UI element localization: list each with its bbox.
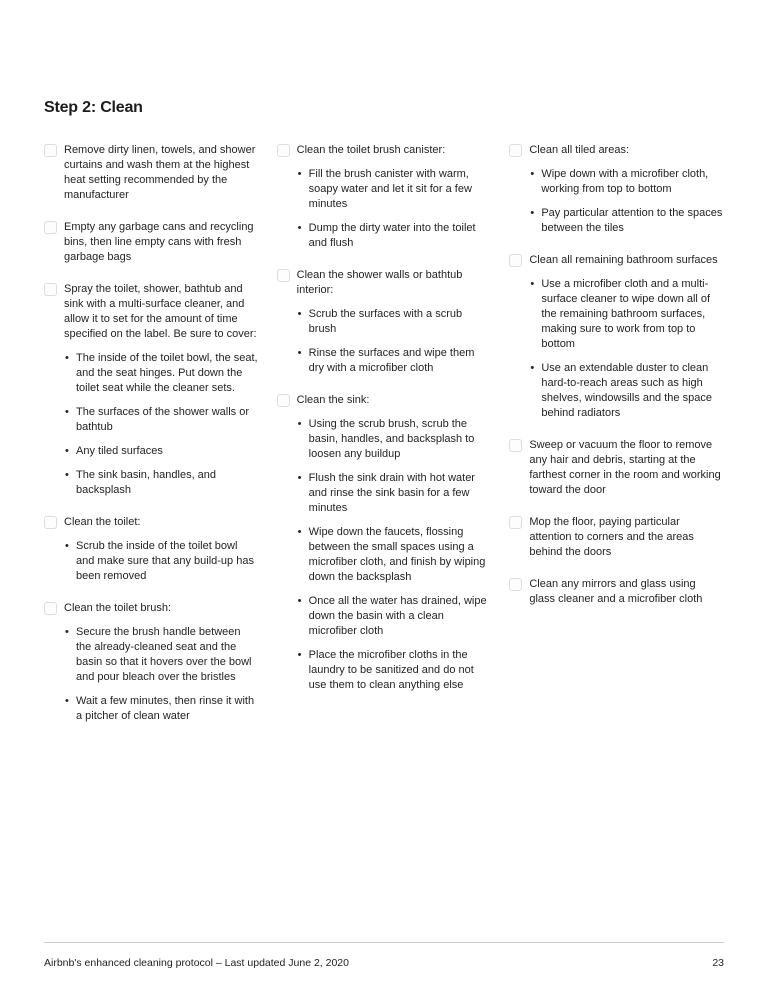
bullet-item: • Any tiled surfaces xyxy=(65,444,259,459)
checkbox[interactable] xyxy=(44,283,57,296)
footer-source-text: Airbnb's enhanced cleaning protocol – Last updated June 2, 2020 xyxy=(44,957,349,969)
bullet-item: • Place the microfiber cloths in the laundry to be sanitized and do not use them to clean anything else xyxy=(298,648,492,693)
checklist-item xyxy=(509,143,724,236)
checklist-columns xyxy=(44,143,724,741)
checklist-item-body xyxy=(64,282,259,498)
checklist-item xyxy=(509,438,724,498)
bullet-item: • The inside of the toilet bowl, the seat, and the seat hinges. Put down the toilet seat while the cleaner sets. xyxy=(65,351,259,396)
checklist-item-label: Mop the floor, paying particular attention to corners and the areas behind the doors xyxy=(529,516,694,558)
checklist-item xyxy=(44,220,259,265)
bullet-item: • Use an extendable duster to clean hard-to-reach areas such as high shelves, windowsills and the space behind radiators xyxy=(530,361,724,421)
checkbox[interactable] xyxy=(509,578,522,591)
checklist-column xyxy=(509,143,724,741)
checkbox[interactable] xyxy=(44,602,57,615)
bullet-list xyxy=(529,277,724,421)
checklist-item-label: Spray the toilet, shower, bathtub and sink with a multi-surface cleaner, and allow it to set for the amount of time specified on the label. Be sure to cover: xyxy=(64,283,257,340)
bullet-list xyxy=(297,417,492,693)
checklist-item-label: Clean the toilet: xyxy=(64,516,141,528)
bullet-item: • Pay particular attention to the spaces between the tiles xyxy=(530,206,724,236)
checklist-item-label: Empty any garbage cans and recycling bins, then line empty cans with fresh garbage bags xyxy=(64,221,254,263)
checklist-item-body xyxy=(297,268,492,376)
bullet-item: • Flush the sink drain with hot water and rinse the sink basin for a few minutes xyxy=(298,471,492,516)
checklist-item xyxy=(277,393,492,693)
checklist-item xyxy=(277,268,492,376)
checklist-item xyxy=(44,143,259,203)
checklist-item-label: Remove dirty linen, towels, and shower curtains and wash them at the highest heat setting recommended by the manufacturer xyxy=(64,144,256,201)
checklist-item-body xyxy=(529,143,724,236)
bullet-item: • The sink basin, handles, and backsplash xyxy=(65,468,259,498)
bullet-item: • Once all the water has drained, wipe down the basin with a clean microfiber cloth xyxy=(298,594,492,639)
checkbox[interactable] xyxy=(44,144,57,157)
bullet-item: • The surfaces of the shower walls or bathtub xyxy=(65,405,259,435)
footer-divider xyxy=(44,942,724,943)
bullet-item: • Wait a few minutes, then rinse it with a pitcher of clean water xyxy=(65,694,259,724)
checklist-item-label: Clean all tiled areas: xyxy=(529,144,630,156)
checklist-item-body xyxy=(529,577,724,607)
bullet-item: • Wipe down the faucets, flossing between the small spaces using a microfiber cloth, and finish by wiping down the backsplash xyxy=(298,525,492,585)
checklist-item-body xyxy=(297,393,492,693)
checklist-item-body xyxy=(64,143,259,203)
checklist-item xyxy=(509,253,724,421)
checklist-item xyxy=(44,282,259,498)
checklist-item xyxy=(277,143,492,251)
checklist-item-label: Clean the toilet brush canister: xyxy=(296,144,446,156)
bullet-list xyxy=(297,307,492,376)
checklist-item-body xyxy=(64,220,259,265)
page-number: 23 xyxy=(712,957,724,969)
checklist-item-body xyxy=(529,515,724,560)
checkbox[interactable] xyxy=(509,439,522,452)
page-title: Step 2: Clean xyxy=(44,98,143,116)
bullet-list xyxy=(529,167,724,236)
footer xyxy=(44,957,724,969)
checklist-item-label: Sweep or vacuum the floor to remove any hair and debris, starting at the farthest corner in the room and working toward the door xyxy=(529,439,721,496)
bullet-item: • Dump the dirty water into the toilet and flush xyxy=(298,221,492,251)
checkbox[interactable] xyxy=(44,221,57,234)
checkbox[interactable] xyxy=(509,254,522,267)
checklist-item-label: Clean the sink: xyxy=(296,394,370,406)
checkbox[interactable] xyxy=(44,516,57,529)
checkbox[interactable] xyxy=(277,144,290,157)
checklist-item-body xyxy=(64,601,259,724)
checklist-item-label: Clean the shower walls or bathtub interior: xyxy=(296,269,463,296)
checklist-item-body xyxy=(297,143,492,251)
bullet-item: • Scrub the surfaces with a scrub brush xyxy=(298,307,492,337)
checkbox[interactable] xyxy=(509,516,522,529)
bullet-item: • Using the scrub brush, scrub the basin, handles, and backsplash to loosen any buildup xyxy=(298,417,492,462)
bullet-item: • Wipe down with a microfiber cloth, working from top to bottom xyxy=(530,167,724,197)
checklist-item xyxy=(44,601,259,724)
bullet-list xyxy=(64,351,259,498)
bullet-item: • Rinse the surfaces and wipe them dry with a microfiber cloth xyxy=(298,346,492,376)
bullet-item: • Fill the brush canister with warm, soapy water and let it sit for a few minutes xyxy=(298,167,492,212)
bullet-item: • Use a microfiber cloth and a multi-surface cleaner to wipe down all of the remaining bathroom surfaces, making sure to work from top to bottom xyxy=(530,277,724,352)
checkbox[interactable] xyxy=(509,144,522,157)
checkbox[interactable] xyxy=(277,394,290,407)
checklist-item xyxy=(44,515,259,584)
checkbox[interactable] xyxy=(277,269,290,282)
checklist-item-label: Clean any mirrors and glass using glass cleaner and a microfiber cloth xyxy=(529,578,703,605)
checklist-column xyxy=(44,143,259,741)
bullet-item: • Scrub the inside of the toilet bowl and make sure that any build-up has been removed xyxy=(65,539,259,584)
bullet-list xyxy=(64,625,259,724)
checklist-item-label: Clean all remaining bathroom surfaces xyxy=(529,254,718,266)
bullet-list xyxy=(64,539,259,584)
checklist-item-label: Clean the toilet brush: xyxy=(64,602,172,614)
checklist-item-body xyxy=(529,253,724,421)
bullet-list xyxy=(297,167,492,251)
checklist-column xyxy=(277,143,492,741)
bullet-item: • Secure the brush handle between the already-cleaned seat and the basin so that it hovers over the bowl and pour bleach over the bristles xyxy=(65,625,259,685)
checklist-item xyxy=(509,577,724,607)
checklist-item-body xyxy=(64,515,259,584)
checklist-item-body xyxy=(529,438,724,498)
checklist-item xyxy=(509,515,724,560)
